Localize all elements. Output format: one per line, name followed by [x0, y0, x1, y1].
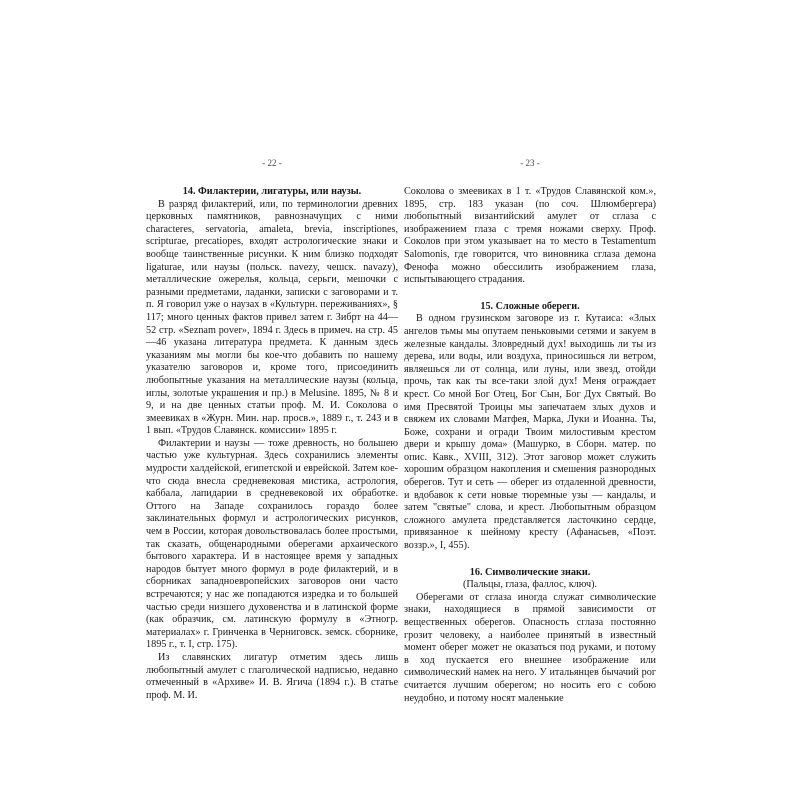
section-14-continuation: Соколова о змеевиках в 1 т. «Трудов Славянской ком.», 1895, стр. 183 указан (по соч. Шлюмбергера) любопытный византийский амулет от сглаза с изображением глаза с тремя ножами сверху. Проф. Соколов при этом указывает на то место в Testamentum Salomonis, где говорится, что виновника сглаза демона Фенофа можно обессилить изображением глаза, испытывающего страдания. [404, 186, 656, 286]
section-14-heading: 14. Филактерии, лигатуры, или наузы. [182, 186, 362, 197]
section-14-paragraph-3: Из славянских лигатур отметим здесь лишь любопытный амулет с глаголической надписью, недавно отмеченный в «Архиве» И. В. Ягича (1894 г.). В статье проф. М. И. [146, 651, 398, 701]
section-16-heading: 16. Символические знаки. [469, 566, 591, 578]
left-page-number: - 22 - [262, 158, 282, 168]
section-15-paragraph-1: В одном грузинском заговоре из г. Кутаиса: «Злых ангелов тьмы мы опутаем пеньковыми сетями и закуем в железные кандалы. Зловредный дух! выходишь ли ты из дерева, или воды, или воздуха, приносишься ли ветром, являешься ли от солнца, или луны, или звезд, отойди прочь, так как ты все-таки злой дух! Меня ограждает крест. Со мной Бог Отец, Бог Сын, Бог Дух Святый. Во имя Пресвятой Троицы мы запечатаем злых духов и свяжем их словами Матфея, Марка, Луки и Иоанна. Ты, Боже, сохрани и огради Твоим милостивым крестом двери и крышу дома» (Машурко, в Сборн. матер. по опис. Кавк., XVIII, 312). Этот заговор может служить хорошим образцом накопления и смешения разнородных оберегов. Тут и сеть — оберег из отдаленной древности, и вдобавок к сети новые тюремные узы — кандалы, и затем "святые" слова, и крест. Любопытным образцом сложного амулета представляется ласточкино сердце, привязанное к шейному кресту (Афанасьев, «Поэт. воззр.», I, 455). [404, 313, 656, 552]
section-16-paragraph-1: Оберегами от сглаза иногда служат символические знаки, находящиеся в прямой зависимости от вещественных оберегов. Опасность сглаза постоянно грозит человеку, а наиболее принятый в известный момент оберег может не оказаться под руками, и потому в ход пускается его внешнее изображение или символический намек на него. У итальянцев бычачий рог считается лучшим оберегом; но носить его с собою неудобно, и потому носят маленькие [404, 591, 656, 704]
left-page [146, 172, 398, 702]
section-14-paragraph-1: В разряд филактерий, или, по терминологии древних церковных памятников, равнозначущих с ними characteres, servatoria, amaleta, brevia, inscriptiones, scripturae, precatiopes, входят астрологические знаки и вообще таинственные рисунки. К ним близко подходят ligaturae, или наузы (польск. navezy, чешск. navazy), металлические ожерелья, кольца, серьги, мешочки с разными предметами, ладанки, записки с заговорами и т. п. Я говорил уже о наузах в «Культурн. переживаниях», § 117; много ценных фактов привел затем г. Зибрт на 44—52 стр. «Seznam pover», 1894 г. Здесь в примеч. на стр. 45—46 указана литература предмета. К данным здесь указаниям мы могли бы кое-что добавить по нашему указателю заговоров и, кроме того, присоединить любопытные указания на металлические наузы (кольца, иглы, золотые украшения и пр.) в Melusine. 1895, № 8 и 9, и на две ценных статьи проф. М. И. Соколова о змеевиках в «Журн. Мин. нар. просв.», 1889 г., т. 243 и в 1 вып. «Трудов Славянск. комиссии» 1895 г. [146, 198, 398, 437]
right-page [404, 186, 656, 705]
section-14-paragraph-2: Филактерии и наузы — тоже древность, но большею частью уже культурная. Здесь сохранились элементы мудрости халдейской, египетской и еврейской. Затем кое-что сюда внесла средневековая мистика, астрология, каббала, лапидарии в средневековой их обработке. Оттого на Западе сохранилось гораздо более заклинательных формул и астрологических рисунков, чем в России, которая довольствовалась более простыми, так сказать, общенародными оберегами архаического бытового характера. И в настоящее время у западных народов бытует много формул в роде филактерий, и в сборниках западноевропейских заговоров они часто встречаются; у нас же попадаются изредка и то большей частью среди низшего духовенства и в латинской форме (как образчик, см. латинскую формулу в «Этногр. материалах» г. Гринченка в Черниговск. земск. сборнике, 1895 г., т. I, стр. 175). [146, 437, 398, 651]
section-15-heading: 15. Сложные обереги. [480, 300, 580, 312]
right-page-number: - 23 - [520, 158, 540, 168]
section-16-subheading: (Пальцы, глаза, фаллос, ключ). [462, 579, 598, 591]
